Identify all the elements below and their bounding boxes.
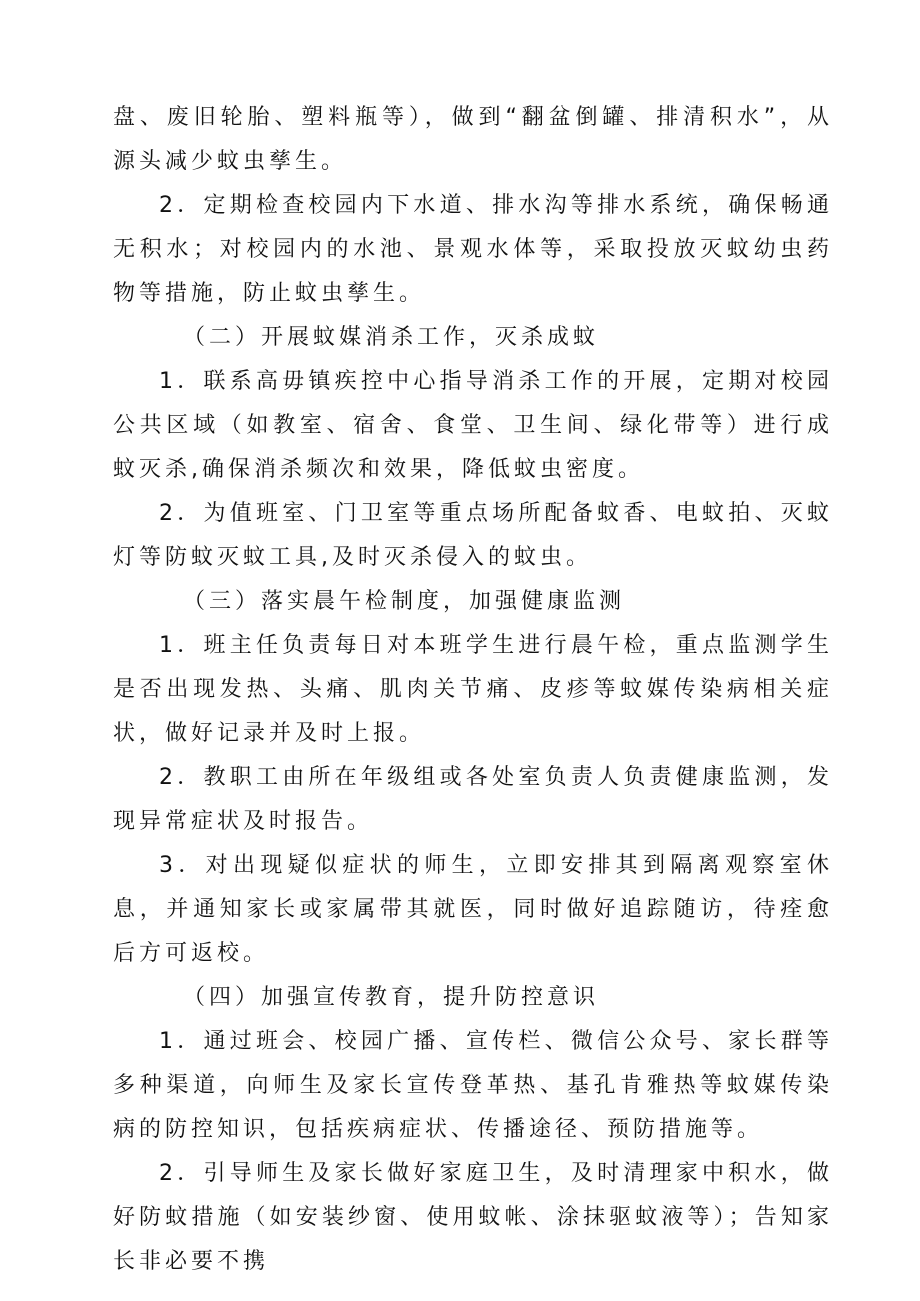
- section-heading-2: （二）开展蚊媒消杀工作，灭杀成蚊: [183, 325, 600, 350]
- document-body: [113, 96, 833, 1284]
- section-heading-4: （四）加强宣传教育，提升防控意识: [183, 985, 600, 1010]
- paragraph-item-1-disinfection: 1．联系高毋镇疾控中心指导消杀工作的开展，定期对校园公共区域（如教室、宿舍、食堂、卫生间、绿化带等）进行成蚊灭杀,确保消杀频次和效果，降低蚊虫密度。: [113, 369, 833, 482]
- paragraph-item-2-home-hygiene: 2．引导师生及家长做好家庭卫生，及时清理家中积水，做好防蚊措施（如安装纱窗、使用蚊帐、涂抹驱蚊液等）；告知家长非必要不携: [113, 1161, 833, 1274]
- paragraph-continuation: 盘、废旧轮胎、塑料瓶等），做到“翻盆倒罐、排清积水”，从源头减少蚊虫孳生。: [113, 105, 834, 174]
- paragraph-item-1-publicity: 1．通过班会、校园广播、宣传栏、微信公众号、家长群等多种渠道，向师生及家长宣传登革热、基孔肯雅热等蚊媒传染病的防控知识，包括疾病症状、传播途径、预防措施等。: [113, 1029, 833, 1142]
- paragraph-item-2-tools: 2．为值班室、门卫室等重点场所配备蚊香、电蚊拍、灭蚊灯等防蚊灭蚊工具,及时灭杀侵入的蚊虫。: [113, 501, 833, 570]
- paragraph-item-2-drainage: 2．定期检查校园内下水道、排水沟等排水系统，确保畅通无积水；对校园内的水池、景观水体等，采取投放灭蚊幼虫药物等措施，防止蚊虫孳生。: [113, 193, 833, 306]
- paragraph-item-2-staff-monitoring: 2．教职工由所在年级组或各处室负责人负责健康监测，发现异常症状及时报告。: [113, 765, 833, 834]
- paragraph-item-3-isolation: 3．对出现疑似症状的师生，立即安排其到隔离观察室休息，并通知家长或家属带其就医，同时做好追踪随访，待痊愈后方可返校。: [113, 853, 833, 966]
- section-heading-3: （三）落实晨午检制度，加强健康监测: [183, 589, 626, 614]
- paragraph-item-1-morning-check: 1．班主任负责每日对本班学生进行晨午检，重点监测学生是否出现发热、头痛、肌肉关节痛、皮疹等蚊媒传染病相关症状，做好记录并及时上报。: [113, 633, 833, 746]
